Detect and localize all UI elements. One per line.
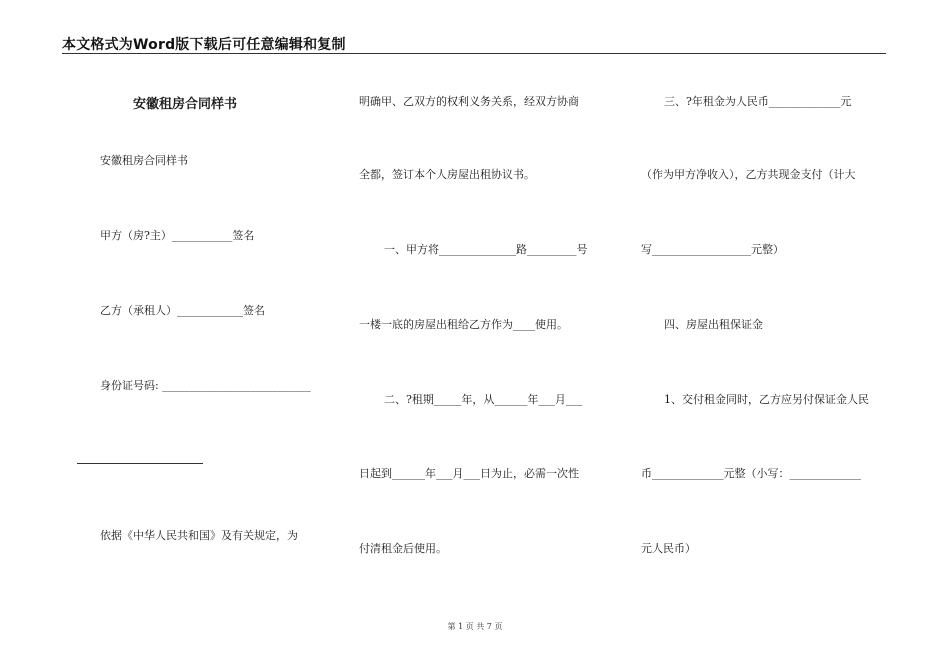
clause-4-item-1: 1、交付租金同时，乙方应另付保证金人民 xyxy=(664,393,869,406)
party-a-line: 甲方（房?主）___________签名 xyxy=(100,229,255,242)
header-divider xyxy=(62,53,886,54)
col2-line-1: 明确甲、乙双方的权利义务关系，经双方协商 xyxy=(359,95,579,108)
col2-line-2: 全都，签订本个人房屋出租协议书。 xyxy=(359,168,535,181)
col2-line-7: 付清租金后使用。 xyxy=(359,542,447,555)
subtitle-text: 安徽租房合同样书 xyxy=(100,154,188,167)
document-title: 安徽租房合同样书 xyxy=(133,97,238,112)
signature-rule xyxy=(77,463,203,464)
col3-line-3: 写__________________元整） xyxy=(641,243,784,256)
party-b-line: 乙方（承租人）____________签名 xyxy=(100,304,265,317)
col2-line-4: 一楼一底的房屋出租给乙方作为____使用。 xyxy=(359,318,568,331)
document-header: 本文格式为Word版下载后可任意编辑和复制 xyxy=(62,37,346,53)
clause-2-line: 二、?租期_____年，从______年___月___ xyxy=(384,393,583,406)
col3-line-7: 元人民币） xyxy=(641,542,696,555)
id-number-line: 身份证号码: ___________________________ xyxy=(100,379,311,392)
clause-3-line: 三、?年租金为人民币_____________元 xyxy=(664,95,852,108)
col3-line-2: （作为甲方净收入），乙方共现金支付（计大 xyxy=(641,168,856,181)
page-number: 第 1 页 共 7 页 xyxy=(447,622,503,631)
col2-line-6: 日起到______年___月___日为止，必需一次性 xyxy=(359,467,579,480)
clause-1-line: 一、甲方将______________路_________号 xyxy=(384,243,588,256)
clause-4-heading: 四、房屋出租保证金 xyxy=(664,318,763,331)
intro-text: 依据《中华人民共和国》及有关规定，为 xyxy=(100,529,298,542)
col3-line-6: 币_____________元整（小写：_____________ xyxy=(641,467,861,480)
